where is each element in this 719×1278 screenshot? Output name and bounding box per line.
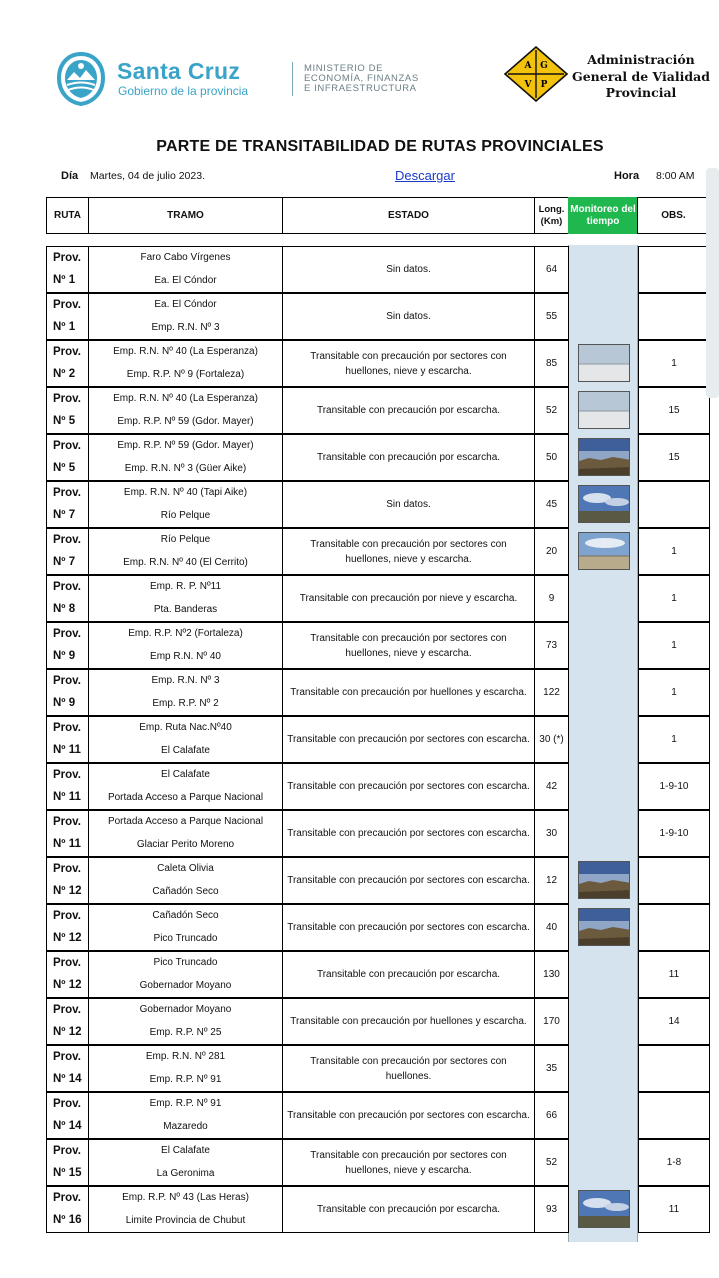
estado-cell: Sin datos. (282, 481, 535, 528)
obs-cell: 15 (638, 387, 710, 434)
ruta-number: Nº 15 (53, 1167, 82, 1179)
header-tramo: TRAMO (88, 197, 283, 234)
table-row (46, 575, 710, 622)
document-title: PARTE DE TRANSITABILIDAD DE RUTAS PROVINCIALES (156, 138, 604, 155)
long-cell: 170 (534, 998, 569, 1045)
tramo-to: Río Pelque (160, 510, 211, 521)
table-row (46, 998, 710, 1045)
ruta-cell (46, 387, 89, 434)
header-monitor-line-2: tiempo (586, 215, 620, 227)
tramo-to: Emp. R.P. Nº 91 (149, 1074, 222, 1085)
long-cell: 93 (534, 1186, 569, 1233)
ruta-prefix: Prov. (53, 440, 81, 452)
ruta-prefix: Prov. (53, 816, 81, 828)
day-value: Martes, 04 de julio 2023. (90, 170, 205, 182)
ruta-prefix: Prov. (53, 487, 81, 499)
estado-cell: Transitable con precaución por sectores con escarcha. (282, 1092, 535, 1139)
weather-camera-thumbnail[interactable] (578, 908, 630, 946)
table-row (46, 1092, 710, 1139)
ruta-cell (46, 951, 89, 998)
ruta-cell (46, 1186, 89, 1233)
table-row (46, 1045, 710, 1092)
table-row (46, 763, 710, 810)
ruta-prefix: Prov. (53, 252, 81, 264)
download-link[interactable]: Descargar (395, 168, 455, 183)
tramo-to: La Geronima (156, 1168, 215, 1179)
tramo-to: Cañadón Seco (152, 886, 219, 897)
ruta-prefix: Prov. (53, 957, 81, 969)
header-monitor (568, 197, 638, 234)
obs-cell: 11 (638, 1186, 710, 1233)
weather-camera-thumbnail[interactable] (578, 532, 630, 570)
estado-cell: Transitable con precaución por sectores con huellones, nieve y escarcha. (282, 622, 535, 669)
tramo-from: Emp. R.N. Nº 40 (La Esperanza) (113, 346, 258, 357)
estado-cell: Transitable con precaución por escarcha. (282, 387, 535, 434)
ruta-cell (46, 1092, 89, 1139)
header-divider (292, 62, 293, 96)
estado-cell: Transitable con precaución por huellones y escarcha. (282, 998, 535, 1045)
ruta-prefix: Prov. (53, 769, 81, 781)
obs-cell: 14 (638, 998, 710, 1045)
ruta-number: Nº 11 (53, 744, 81, 756)
ruta-prefix: Prov. (53, 581, 81, 593)
tramo-from: Emp. R.N. Nº 3 (151, 675, 220, 686)
scrollbar[interactable] (706, 168, 719, 398)
ruta-prefix: Prov. (53, 1192, 81, 1204)
ruta-prefix: Prov. (53, 910, 81, 922)
agvp-letter-g: G (540, 61, 548, 71)
header-estado: ESTADO (282, 197, 535, 234)
long-cell: 52 (534, 387, 569, 434)
agvp-letter-p: P (540, 80, 548, 90)
day-label: Día (61, 170, 79, 182)
weather-camera-thumbnail[interactable] (578, 391, 630, 429)
weather-camera-thumbnail[interactable] (578, 1190, 630, 1228)
ruta-number: Nº 7 (53, 556, 76, 568)
obs-cell: 1 (638, 669, 710, 716)
estado-cell: Transitable con precaución por huellones y escarcha. (282, 669, 535, 716)
tramo-to: Limite Provincia de Chubut (125, 1215, 246, 1226)
long-cell: 55 (534, 293, 569, 340)
ruta-number: Nº 12 (53, 1026, 82, 1038)
estado-cell: Sin datos. (282, 246, 535, 293)
estado-cell: Transitable con precaución por sectores con huellones, nieve y escarcha. (282, 1139, 535, 1186)
ruta-cell (46, 904, 89, 951)
ruta-cell (46, 575, 89, 622)
estado-cell: Transitable con precaución por sectores con huellones, nieve y escarcha. (282, 340, 535, 387)
estado-cell: Transitable con precaución por nieve y escarcha. (282, 575, 535, 622)
long-cell: 30 (534, 810, 569, 857)
long-cell: 9 (534, 575, 569, 622)
estado-cell: Transitable con precaución por sectores con huellones. (282, 1045, 535, 1092)
ruta-cell (46, 340, 89, 387)
obs-cell: 1-9-10 (638, 810, 710, 857)
obs-cell (638, 1092, 710, 1139)
estado-cell: Transitable con precaución por sectores con escarcha. (282, 716, 535, 763)
tramo-from: Cañadón Seco (152, 910, 219, 921)
tramo-cell (88, 528, 283, 575)
header-long (534, 197, 569, 234)
estado-cell: Transitable con precaución por sectores con escarcha. (282, 904, 535, 951)
obs-cell (638, 293, 710, 340)
ministry-line-3: E INFRAESTRUCTURA (304, 83, 417, 94)
ruta-cell (46, 481, 89, 528)
tramo-to: Emp. R.P. Nº 2 (152, 698, 219, 709)
ministry-name (304, 64, 454, 94)
ruta-cell (46, 669, 89, 716)
agvp-letter-a: A (524, 61, 532, 71)
estado-cell: Sin datos. (282, 293, 535, 340)
tramo-from: Ea. El Cóndor (154, 299, 217, 310)
tramo-from: Emp. R.N. Nº 40 (Tapi Aike) (123, 487, 248, 498)
tramo-cell (88, 481, 283, 528)
tramo-to: Pta. Banderas (153, 604, 218, 615)
table-row (46, 293, 710, 340)
page-header (0, 0, 719, 120)
long-cell: 35 (534, 1045, 569, 1092)
long-cell: 52 (534, 1139, 569, 1186)
ruta-prefix: Prov. (53, 534, 81, 546)
estado-cell: Transitable con precaución por sectores con huellones, nieve y escarcha. (282, 528, 535, 575)
obs-cell: 15 (638, 434, 710, 481)
ruta-number: Nº 9 (53, 650, 76, 662)
tramo-to: Emp. R.N. Nº 3 (Güer Aike) (124, 463, 247, 474)
ruta-number: Nº 11 (53, 838, 81, 850)
ruta-prefix: Prov. (53, 346, 81, 358)
ruta-number: Nº 7 (53, 509, 76, 521)
obs-cell: 11 (638, 951, 710, 998)
tramo-from: Emp. R.N. Nº 281 (145, 1051, 226, 1062)
ruta-number: Nº 5 (53, 415, 76, 427)
tramo-cell (88, 1139, 283, 1186)
ruta-prefix: Prov. (53, 675, 81, 687)
table-row (46, 246, 710, 293)
tramo-cell (88, 716, 283, 763)
tramo-cell (88, 810, 283, 857)
obs-cell: 1 (638, 340, 710, 387)
tramo-from: Pico Truncado (153, 957, 218, 968)
tramo-to: Mazaredo (163, 1121, 208, 1132)
obs-cell: 1-9-10 (638, 763, 710, 810)
tramo-from: Río Pelque (160, 534, 211, 545)
tramo-cell (88, 622, 283, 669)
ruta-number: Nº 5 (53, 462, 76, 474)
tramo-from: Caleta Olivia (157, 863, 214, 874)
ruta-number: Nº 1 (53, 321, 76, 333)
table-row (46, 810, 710, 857)
tramo-to: Pico Truncado (153, 933, 218, 944)
tramo-to: Emp. R.P. Nº 9 (Fortaleza) (126, 369, 245, 380)
header-long-line-2: (Km) (540, 215, 563, 227)
tramo-cell (88, 387, 283, 434)
tramo-cell (88, 669, 283, 716)
long-cell: 66 (534, 1092, 569, 1139)
tramo-cell (88, 763, 283, 810)
ruta-number: Nº 11 (53, 791, 81, 803)
ruta-number: Nº 12 (53, 932, 82, 944)
ruta-prefix: Prov. (53, 299, 81, 311)
obs-cell: 1 (638, 528, 710, 575)
weather-camera-thumbnail[interactable] (578, 485, 630, 523)
ruta-cell (46, 622, 89, 669)
tramo-from: El Calafate (161, 1145, 210, 1156)
ruta-prefix: Prov. (53, 1098, 81, 1110)
tramo-from: Gobernador Moyano (139, 1004, 232, 1015)
ruta-prefix: Prov. (53, 628, 81, 640)
obs-cell: 1 (638, 575, 710, 622)
ruta-number: Nº 16 (53, 1214, 82, 1226)
estado-cell: Transitable con precaución por sectores con escarcha. (282, 810, 535, 857)
agvp-name (568, 52, 714, 102)
header-obs: OBS. (637, 197, 710, 234)
ruta-number: Nº 2 (53, 368, 76, 380)
tramo-cell (88, 293, 283, 340)
obs-cell (638, 246, 710, 293)
obs-cell (638, 857, 710, 904)
tramo-from: Emp. R.P. Nº 43 (Las Heras) (122, 1192, 249, 1203)
tramo-to: El Calafate (161, 745, 210, 756)
ruta-cell (46, 293, 89, 340)
header-monitor-line-1: Monitoreo del (570, 203, 636, 215)
tramo-cell (88, 1092, 283, 1139)
tramo-to: Ea. El Cóndor (154, 275, 217, 286)
ruta-prefix: Prov. (53, 1051, 81, 1063)
long-cell: 45 (534, 481, 569, 528)
ruta-number: Nº 1 (53, 274, 76, 286)
ruta-cell (46, 716, 89, 763)
table-row (46, 951, 710, 998)
agvp-name-line-1: Administración (587, 52, 695, 67)
hour-label: Hora (614, 170, 640, 182)
ruta-cell (46, 1139, 89, 1186)
tramo-cell (88, 904, 283, 951)
tramo-cell (88, 857, 283, 904)
tramo-to: Portada Acceso a Parque Nacional (107, 792, 264, 803)
header-long-line-1: Long. (538, 203, 565, 215)
obs-cell: 1-8 (638, 1139, 710, 1186)
long-cell: 122 (534, 669, 569, 716)
ruta-cell (46, 1045, 89, 1092)
ruta-cell (46, 998, 89, 1045)
long-cell: 85 (534, 340, 569, 387)
ruta-prefix: Prov. (53, 1004, 81, 1016)
ruta-cell (46, 857, 89, 904)
tramo-cell (88, 434, 283, 481)
long-cell: 50 (534, 434, 569, 481)
ruta-cell (46, 434, 89, 481)
agvp-name-line-2: General de Vialidad (572, 68, 710, 84)
table-row (46, 1139, 710, 1186)
hour-value: 8:00 AM (656, 170, 695, 182)
tramo-to: Emp. R.P. Nº 25 (149, 1027, 222, 1038)
long-cell: 30 (*) (534, 716, 569, 763)
tramo-from: Emp. R.P. Nº 59 (Gdor. Mayer) (117, 440, 254, 451)
tramo-from: Emp. Ruta Nac.Nº40 (139, 722, 232, 733)
ministry-line-1: MINISTERIO DE (304, 63, 384, 74)
obs-cell (638, 904, 710, 951)
weather-camera-thumbnail[interactable] (578, 344, 630, 382)
tramo-from: Emp. R.P. Nº2 (Fortaleza) (128, 628, 243, 639)
header-ruta: RUTA (46, 197, 89, 234)
tramo-from: Emp. R. P. Nº11 (149, 581, 222, 592)
tramo-to: Glaciar Perito Moreno (136, 839, 235, 850)
estado-cell: Transitable con precaución por escarcha. (282, 951, 535, 998)
agvp-diamond-logo-icon (504, 46, 568, 102)
ruta-number: Nº 9 (53, 697, 76, 709)
ruta-number: Nº 8 (53, 603, 76, 615)
long-cell: 20 (534, 528, 569, 575)
table-header (46, 197, 710, 234)
ruta-cell (46, 528, 89, 575)
ruta-cell (46, 246, 89, 293)
ruta-prefix: Prov. (53, 1145, 81, 1157)
tramo-from: El Calafate (161, 769, 210, 780)
tramo-from: Portada Acceso a Parque Nacional (107, 816, 264, 827)
tramo-cell (88, 246, 283, 293)
ruta-prefix: Prov. (53, 722, 81, 734)
tramo-from: Faro Cabo Vírgenes (140, 252, 231, 263)
ruta-prefix: Prov. (53, 393, 81, 405)
obs-cell (638, 1045, 710, 1092)
tramo-to: Emp R.N. Nº 40 (150, 651, 221, 662)
estado-cell: Transitable con precaución por escarcha. (282, 1186, 535, 1233)
tramo-cell (88, 340, 283, 387)
ruta-cell (46, 810, 89, 857)
ruta-number: Nº 12 (53, 885, 82, 897)
estado-cell: Transitable con precaución por escarcha. (282, 434, 535, 481)
ruta-number: Nº 14 (53, 1120, 82, 1132)
tramo-from: Emp. R.N. Nº 40 (La Esperanza) (113, 393, 258, 404)
weather-camera-thumbnail[interactable] (578, 861, 630, 899)
long-cell: 73 (534, 622, 569, 669)
long-cell: 42 (534, 763, 569, 810)
santa-cruz-logo-icon (56, 52, 106, 106)
estado-cell: Transitable con precaución por sectores con escarcha. (282, 763, 535, 810)
obs-cell: 1 (638, 716, 710, 763)
tramo-cell (88, 951, 283, 998)
tramo-to: Gobernador Moyano (139, 980, 232, 991)
ruta-prefix: Prov. (53, 863, 81, 875)
ruta-number: Nº 12 (53, 979, 82, 991)
tramo-cell (88, 1045, 283, 1092)
agvp-name-line-3: Provincial (605, 85, 677, 100)
table-row (46, 716, 710, 763)
province-name: Santa Cruz (117, 58, 241, 84)
tramo-from: Emp. R.P. Nº 91 (149, 1098, 222, 1109)
estado-cell: Transitable con precaución por sectores con escarcha. (282, 857, 535, 904)
long-cell: 12 (534, 857, 569, 904)
obs-cell (638, 481, 710, 528)
tramo-to: Emp. R.N. Nº 40 (El Cerrito) (123, 557, 248, 568)
long-cell: 40 (534, 904, 569, 951)
table-row (46, 622, 710, 669)
tramo-cell (88, 575, 283, 622)
tramo-to: Emp. R.N. Nº 3 (151, 322, 220, 333)
obs-cell: 1 (638, 622, 710, 669)
weather-camera-thumbnail[interactable] (578, 438, 630, 476)
province-subtitle: Gobierno de la provincia (118, 84, 249, 98)
tramo-cell (88, 1186, 283, 1233)
tramo-to: Emp. R.P. Nº 59 (Gdor. Mayer) (117, 416, 254, 427)
long-cell: 64 (534, 246, 569, 293)
tramo-cell (88, 998, 283, 1045)
ruta-number: Nº 14 (53, 1073, 82, 1085)
ruta-cell (46, 763, 89, 810)
table-row (46, 669, 710, 716)
agvp-letter-v: V (524, 80, 532, 90)
long-cell: 130 (534, 951, 569, 998)
ministry-line-2: ECONOMÍA, FINANZAS (304, 73, 419, 84)
